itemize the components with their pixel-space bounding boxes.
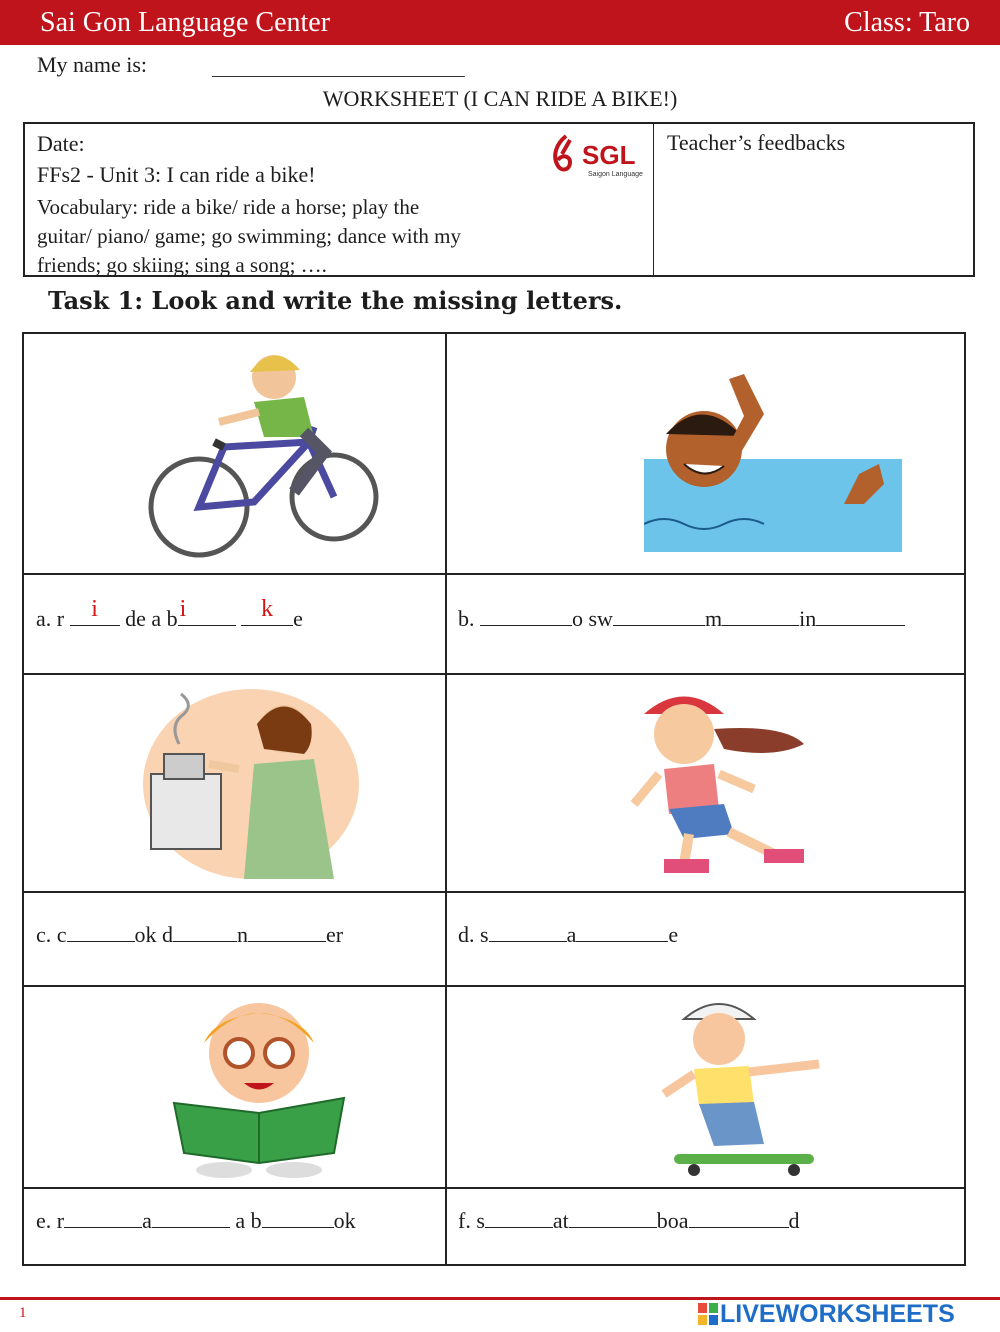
skating-picture [624, 684, 844, 884]
item-e-text: e. r [36, 1208, 65, 1233]
liveworksheets-text: LIVEWORKSHEETS [720, 1300, 955, 1328]
blank-c3[interactable] [248, 923, 326, 942]
blank-f2[interactable] [569, 1209, 657, 1228]
blank-f1[interactable] [485, 1209, 553, 1228]
blank-f3[interactable] [689, 1209, 789, 1228]
grid-divider [24, 891, 964, 893]
grid-divider [24, 673, 964, 675]
blank-d2[interactable] [576, 923, 668, 942]
item-b-text: b. [458, 606, 480, 631]
answer: i [91, 596, 98, 622]
blank-b4[interactable] [816, 607, 905, 626]
blank-e2[interactable] [152, 1209, 230, 1228]
exercise-grid [22, 332, 966, 1266]
item-f-text: d [788, 1208, 800, 1233]
item-b-text: m [704, 606, 723, 631]
blank-a1[interactable] [70, 596, 120, 626]
grid-divider [445, 334, 447, 1264]
grid-divider [24, 1187, 964, 1189]
item-e-text: ok [333, 1208, 356, 1233]
item-b-text: in [799, 606, 817, 631]
item-a-text: de a b [119, 606, 178, 631]
answer: k [261, 596, 274, 622]
blank-a2[interactable] [178, 596, 236, 626]
blank-b3[interactable] [722, 607, 799, 626]
item-d-text: e [668, 922, 679, 947]
item-c-text: ok d [134, 922, 174, 947]
page-number: 1 [19, 1305, 27, 1321]
skateboard-picture [654, 994, 834, 1184]
worksheet-title: WORKSHEET (I CAN RIDE A BIKE!) [322, 86, 678, 111]
item-c-text: n [237, 922, 249, 947]
info-box [23, 122, 975, 277]
liveworksheets-logo-icon [698, 1303, 718, 1325]
item-c-text: c. c [36, 922, 67, 947]
item-e-text: a b [229, 1208, 262, 1233]
sgl-logo [548, 132, 648, 182]
grid-divider [24, 985, 964, 987]
item-f-text: boa [656, 1208, 689, 1233]
vocab-line: friends; go skiing; sing a song; …. [37, 253, 327, 277]
item-d-text: d. s [458, 922, 489, 947]
item-f-text: at [552, 1208, 569, 1233]
vocabulary-text [37, 193, 647, 280]
liveworksheets-watermark [698, 1300, 998, 1328]
header-bar [0, 0, 1000, 45]
item-f [458, 1208, 800, 1234]
teacher-feedback-label: Teacher’s feedbacks [667, 130, 846, 155]
item-c [36, 922, 343, 948]
answer: i [179, 596, 187, 622]
task-heading: Task 1: Look and write the missing letters. [48, 286, 623, 315]
blank-c2[interactable] [173, 923, 237, 942]
item-e-text: a [142, 1208, 152, 1233]
blank-b1[interactable] [480, 607, 572, 626]
logo-subtext: Saigon Language [588, 171, 643, 178]
cooking-picture [139, 684, 364, 884]
item-a-text: e [293, 606, 303, 631]
date-label: Date: [37, 131, 85, 156]
blank-e1[interactable] [64, 1209, 142, 1228]
item-c-text: er [326, 922, 344, 947]
blank-d1[interactable] [489, 923, 567, 942]
vocab-line: guitar/ piano/ game; go swimming; dance with my [37, 224, 462, 248]
school-name: Sai Gon Language Center [40, 7, 331, 38]
unit-title: FFs2 - Unit 3: I can ride a bike! [37, 162, 316, 187]
item-b-text: o sw [572, 606, 613, 631]
class-label: Class: Taro [844, 7, 970, 38]
item-a [36, 596, 303, 632]
item-e [36, 1208, 356, 1234]
item-f-text: f. s [458, 1208, 485, 1233]
item-b [458, 606, 905, 632]
blank-e3[interactable] [262, 1209, 334, 1228]
bike-rider-picture [144, 342, 384, 562]
grid-divider [24, 573, 964, 575]
reading-picture [164, 998, 354, 1178]
blank-a3[interactable] [241, 596, 293, 626]
name-input-line[interactable] [212, 76, 465, 77]
vocab-line: Vocabulary: ride a bike/ ride a horse; play the [37, 195, 420, 219]
item-a-text: a. r [36, 606, 65, 631]
swimming-picture [644, 354, 902, 552]
item-d-text: a [566, 922, 577, 947]
blank-b2[interactable] [613, 607, 705, 626]
blank-c1[interactable] [67, 923, 135, 942]
info-left-panel [25, 124, 654, 275]
logo-text: SGL [582, 140, 636, 170]
name-label: My name is: [37, 52, 147, 77]
item-d [458, 922, 678, 948]
